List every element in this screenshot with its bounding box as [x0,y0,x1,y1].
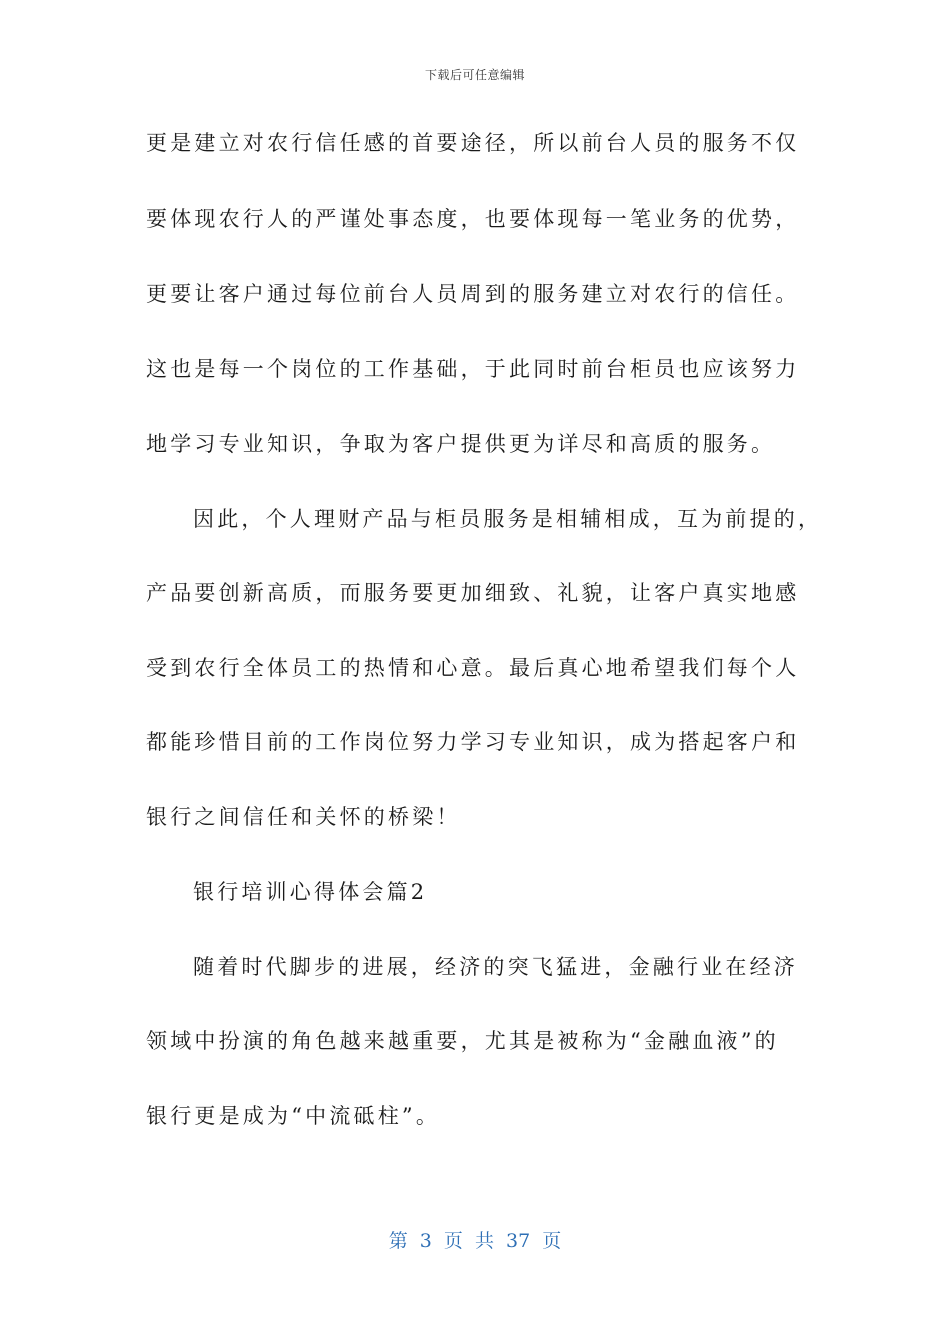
body-line: 要体现农行人的严谨处事态度，也要体现每一笔业务的优势， [146,207,800,231]
body-line: 都能珍惜目前的工作岗位努力学习专业知识，成为搭起客户和 [146,730,800,754]
body-line: 产品要创新高质，而服务要更加细致、礼貌，让客户真实地感 [146,581,800,605]
body-line: 银行之间信任和关怀的桥梁！ [146,805,461,829]
body-line: 更是建立对农行信任感的首要途径，所以前台人员的服务不仅 [146,131,800,155]
page-number: 第 3 页 共 37 页 [388,1230,562,1252]
body-line: 银行更是成为“中流砥柱”。 [146,1104,441,1128]
body-line: 受到农行全体员工的热情和心意。最后真心地希望我们每个人 [146,656,800,680]
page-header: 下载后可任意编辑 [424,68,525,82]
section-heading: 银行培训心得体会篇2 [193,880,428,904]
body-line: 因此，个人理财产品与柜员服务是相辅相成，互为前提的， [193,507,823,531]
body-line: 领域中扮演的角色越来越重要，尤其是被称为“金融血液”的 [146,1029,779,1053]
body-line: 这也是每一个岗位的工作基础，于此同时前台柜员也应该努力 [146,357,800,381]
body-line: 地学习专业知识，争取为客户提供更为详尽和高质的服务。 [146,432,776,456]
body-line: 更要让客户通过每位前台人员周到的服务建立对农行的信任。 [146,282,800,306]
body-line: 随着时代脚步的进展，经济的突飞猛进，金融行业在经济 [193,955,798,979]
